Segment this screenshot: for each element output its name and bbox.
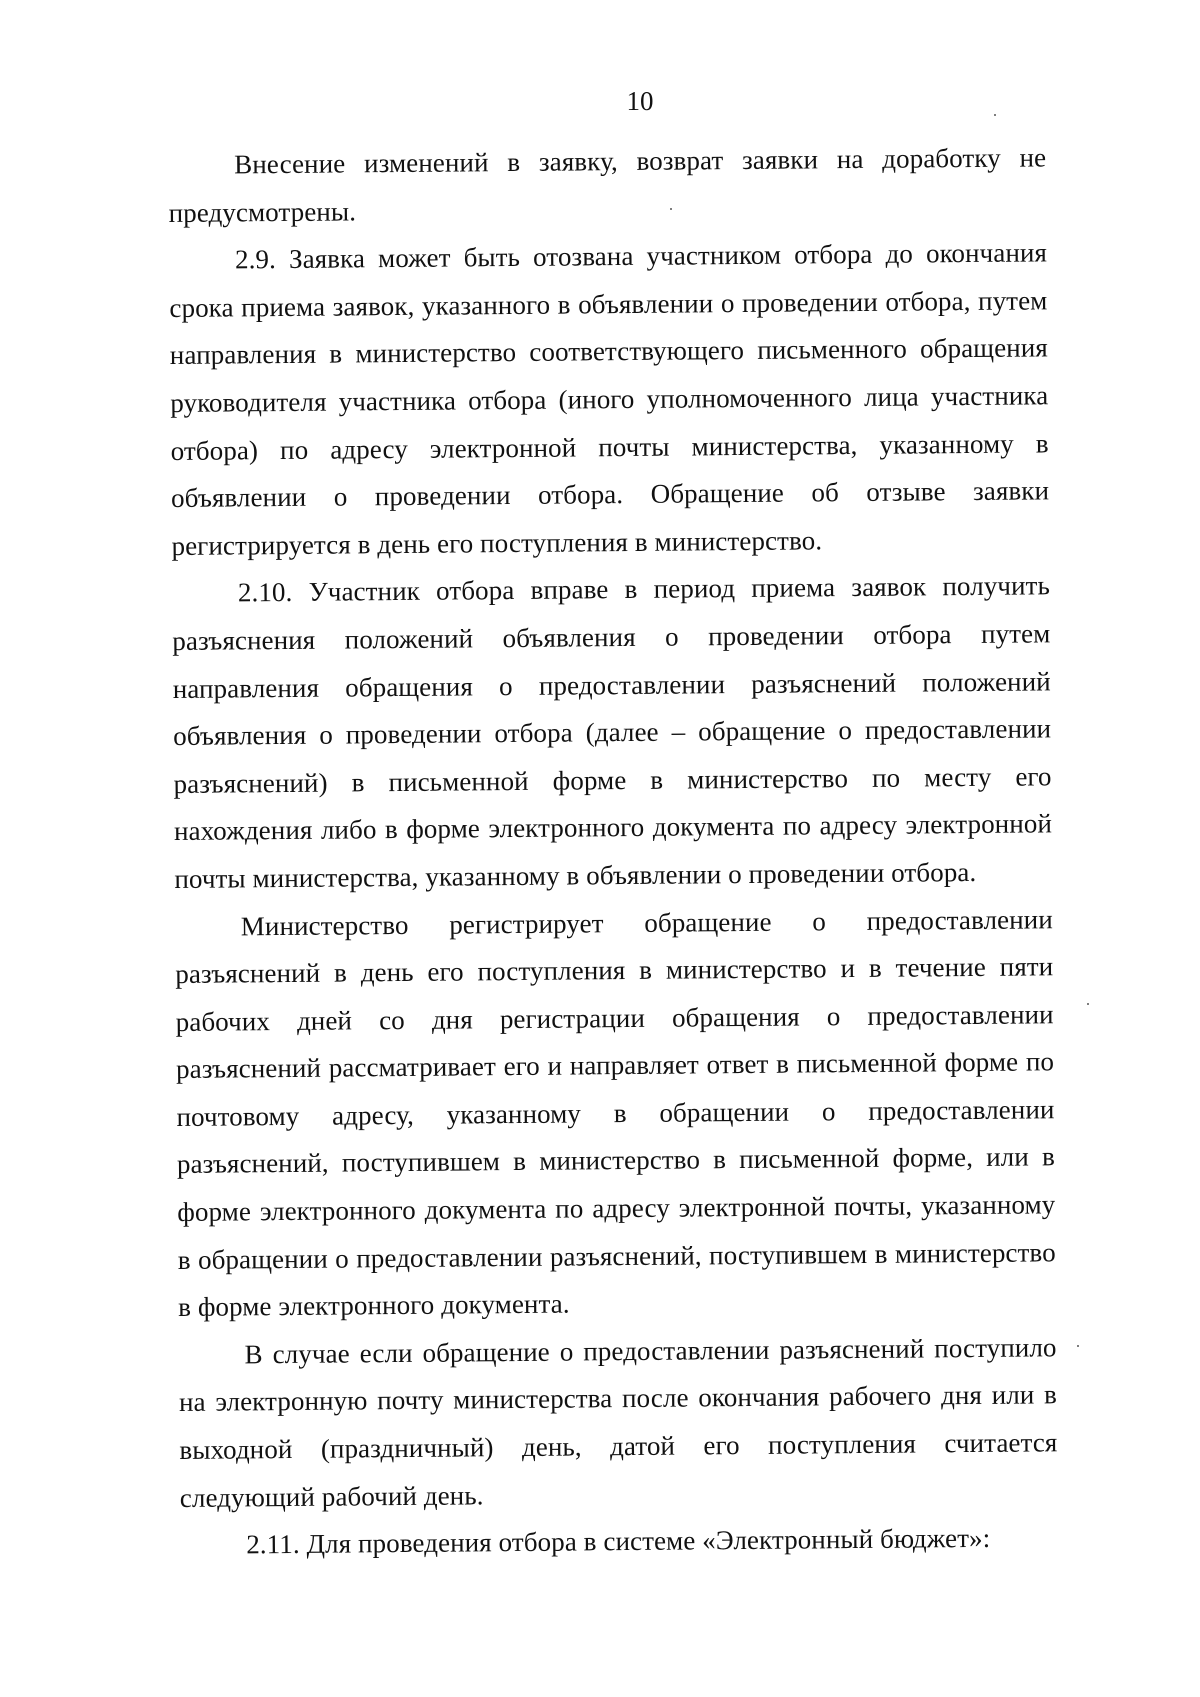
scan-speck: [1077, 1345, 1079, 1347]
scan-speck: [1087, 1003, 1089, 1005]
paragraph-email-after-hours: В случае если обращение о предоставлении разъяснений поступило на электронную почту министерства после окончания рабочего дня или в выходной (праздничный) день, датой его поступления считается следующий рабочий день.: [178, 1332, 1058, 1513]
page-number: 10: [626, 86, 654, 116]
paragraph-2-10: 2.10. Участник отбора вправе в период приема заявок получить разъяснения положений объявления о проведении отбора путем направления обращения о предоставлении разъяснений положений объявления о проведении отбора (далее – обращение о предоставлении разъяснений) в письменной форме в министерство по месту его нахождения либо в форме электронного документа по адресу электронной почты министерства, указанному в объявлении о проведении отбора.: [172, 570, 1053, 894]
scan-speck: [994, 114, 996, 116]
paragraph-2-11: 2.11. Для проведения отбора в системе «Электронный бюджет»:: [246, 1523, 991, 1560]
document-body: [168, 134, 1058, 1569]
scan-speck: [670, 208, 672, 210]
paragraph-amendments: Внесение изменений в заявку, возврат заявки на доработку не предусмотрены.: [168, 142, 1047, 228]
paragraph-2-9: 2.9. Заявка может быть отозвана участником отбора до окончания срока приема заявок, указанного в объявлении о проведении отбора, путем направления в министерство соответствующего письменного обращения руководителя участника отбора (иного уполномоченного лица участника отбора) по адресу электронной почты министерства, указанному в объявлении о проведении отбора. Обращение об отзыве заявки регистрируется в день его поступления в министерство.: [169, 237, 1050, 561]
paragraph-ministry-registers: Министерство регистрирует обращение о предоставлении разъяснений в день его поступления в министерство и в течение пяти рабочих дней со дня регистрации обращения о предоставлении разъяснений рассматривает его и направляет ответ в письменной форме по почтовому адресу, указанному в обращении о предоставлении разъяснений, поступившем в министерство в письменной форме, или в форме электронного документа по адресу электронной почты, указанному в обращении о предоставлении разъяснений, поступившем в министерство в форме электронного документа.: [175, 903, 1056, 1323]
